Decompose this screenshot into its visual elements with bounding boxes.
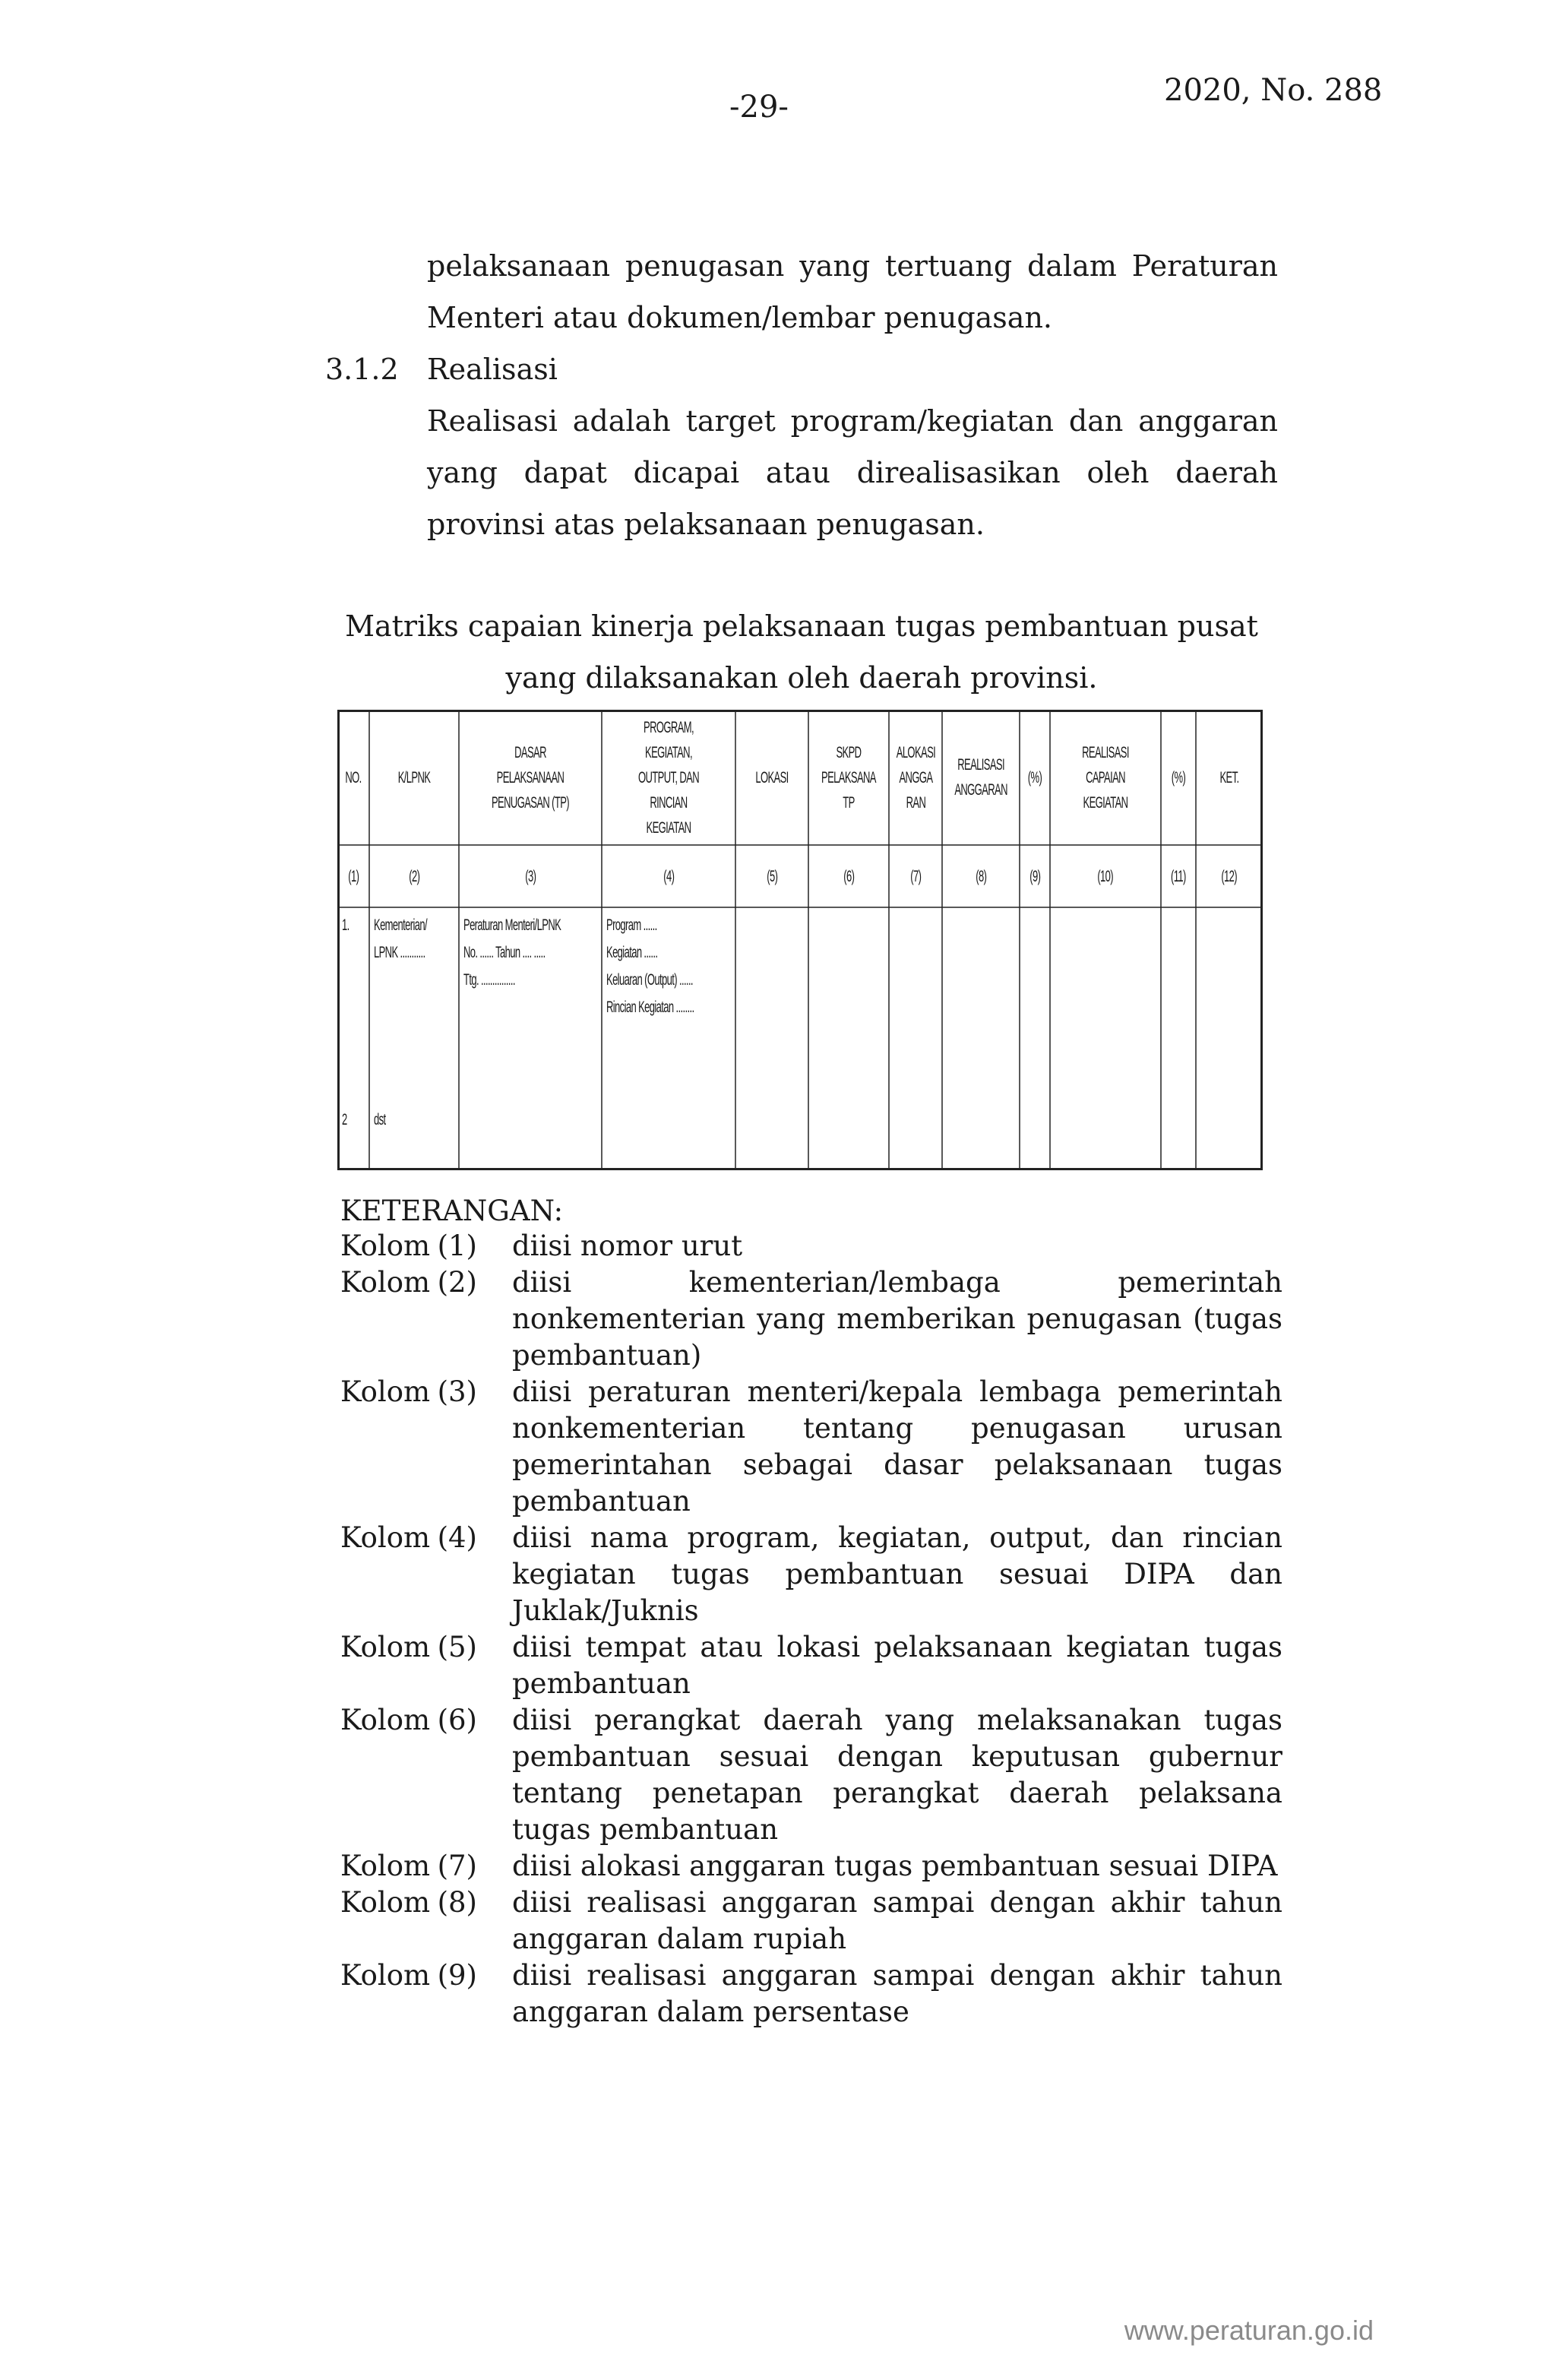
cell-line: Kementerian/ [374,916,428,934]
column-number-label: (12) [1221,867,1238,885]
table-header-line: OUTPUT, DAN RINCIAN [638,768,699,812]
row-2-klpnk [369,1103,459,1164]
table-caption-line-1: Matriks capaian kinerja pelaksanaan tugas pembantuan pusat [345,609,1258,643]
table-header-label [627,715,710,840]
table-header-label [486,740,575,815]
row-1-program [602,909,735,1099]
section-title: Realisasi [427,353,558,386]
kolom-label [340,1848,512,1885]
table-header-line: KEGIATAN [1083,793,1128,812]
table-header-line: (%) [1171,768,1186,786]
table-column-number [889,845,942,907]
kolom-number: (5) [437,1631,477,1663]
keterangan-item [340,1957,1282,2030]
table-header-cell [369,710,459,845]
kolom-description: diisi realisasi anggaran sampai dengan akhir tahun anggaran dalam persentase [512,1959,1282,2028]
kolom-number: (8) [437,1886,477,1919]
kolom-description: diisi realisasi anggaran sampai dengan akhir tahun anggaran dalam rupiah [512,1886,1282,1955]
table-header-label [343,765,363,790]
kolom-number: (4) [437,1521,477,1554]
kolom-label [340,1702,512,1848]
kolom-number: (9) [437,1959,477,1992]
table-header-label [386,765,441,790]
keterangan-list [340,1228,1282,2030]
section-paragraph: Realisasi adalah target program/kegiatan dan anggaran yang dapat dicapai atau direalisasikan oleh daerah provinsi atas pelaksanaan penugasan. [427,404,1278,541]
table-caption-line-2: yang dilaksanakan oleh daerah provinsi. [505,661,1098,695]
kolom-word: Kolom [340,1230,431,1262]
cell-line: No. ...... Tahun .... ..... [463,944,546,961]
table-column-number [602,845,735,907]
table-header-line: LOKASI [755,768,789,786]
continuation-paragraph: pelaksanaan penugasan yang tertuang dalam Peraturan Menteri atau dokumen/lembar penugasan. [427,249,1278,334]
table-header-line: PELAKSANA [821,768,876,786]
kolom-label [340,1264,512,1374]
table-header-line: (%) [1027,768,1042,786]
kolom-number: (7) [437,1850,477,1882]
row-1-program-text [606,912,694,1021]
kolom-number: (2) [437,1266,477,1299]
kolom-label [340,1629,512,1702]
table-header-label [821,740,876,815]
table-header-cell [808,710,889,845]
column-number-label: (3) [524,867,536,885]
keterangan-item [340,1885,1282,1957]
table-header-cell [602,710,735,845]
cell-line: 2 [342,1111,347,1128]
row-1-klpnk [369,909,459,1099]
row-2-number-text [342,1106,347,1134]
cell-line: LPNK ........... [374,944,425,961]
table-header-cell [889,710,942,845]
row-1-number [337,909,369,1099]
kolom-description: diisi kementerian/lembaga pemerintah nonkementerian yang memberikan penugasan (tugas pembantuan) [512,1266,1282,1372]
kolom-label [340,1374,512,1520]
table-header-line: REALISASI [957,756,1004,774]
kolom-description: diisi nama program, kegiatan, output, dan rincian kegiatan tugas pembantuan sesuai DIPA dan Juklak/Juknis [512,1521,1282,1627]
table-header-line: SKPD [836,743,862,761]
table-header-line: ANGGA [899,768,932,786]
table-column-number [369,845,459,907]
row-1-dasar-text [463,912,561,994]
kolom-word: Kolom [340,1521,431,1554]
table-column-number [1196,845,1263,907]
table-header-label [896,740,935,815]
keterangan-item [340,1374,1282,1520]
table-header-line: PROGRAM, KEGIATAN, [644,718,694,761]
kolom-description: diisi alokasi anggaran tugas pembantuan sesuai DIPA [512,1850,1278,1882]
kolom-word: Kolom [340,1959,431,1992]
row-2-klpnk-text [374,1106,386,1134]
table-header-line: ALOKASI [896,743,935,761]
table-column-number [1050,845,1161,907]
footer-url: www.peraturan.go.id [1124,2315,1374,2346]
column-number-label: (1) [347,867,359,885]
kolom-word: Kolom [340,1850,431,1882]
kolom-word: Kolom [340,1375,431,1408]
table-header-label [954,752,1007,802]
cell-line: Keluaran (Output) ...... [606,971,693,989]
table-caption [334,600,1269,704]
table-header-line: K/LPNK [397,768,431,786]
column-number-label: (10) [1097,867,1114,885]
column-number-label: (5) [766,867,778,885]
table-column-number [735,845,808,907]
column-number-label: (6) [843,867,855,885]
column-number-label: (11) [1171,867,1186,885]
cell-line: dst [374,1111,386,1128]
document-reference: 2020, No. 288 [1164,73,1383,108]
row-1-klpnk-text [374,912,427,967]
table-header-cell [1196,710,1263,845]
kolom-word: Kolom [340,1631,431,1663]
table-header-line: CAPAIAN [1086,768,1125,786]
keterangan-item [340,1520,1282,1629]
kolom-label [340,1885,512,1957]
table-column-number [942,845,1020,907]
cell-line: Peraturan Menteri/LPNK [463,916,561,934]
table-header-label [1168,765,1190,790]
keterangan-item [340,1228,1282,1264]
cell-line: Kegiatan ...... [606,944,658,961]
table-column-number [459,845,602,907]
keterangan-item [340,1264,1282,1374]
table-header-cell [459,710,602,845]
cell-line: Rincian Kegiatan ........ [606,999,694,1016]
table-header-line: REALISASI [1082,743,1129,761]
kolom-word: Kolom [340,1886,431,1919]
table-header-line: ANGGARAN [954,781,1007,799]
keterangan-title: KETERANGAN: [340,1195,564,1227]
table-column-number [337,845,369,907]
table-header-line: TP [843,793,855,812]
cell-line: Ttg. ............... [463,971,515,989]
cell-line: Program ...... [606,916,657,934]
column-number-label: (9) [1029,867,1041,885]
table-column-number [1161,845,1196,907]
kolom-number: (3) [437,1375,477,1408]
table-header-label [1071,740,1140,815]
table-column-number [1020,845,1050,907]
column-number-label: (2) [408,867,420,885]
row-1-number-text [342,912,349,939]
table-header-cell [942,710,1020,845]
keterangan-item [340,1702,1282,1848]
table-header-cell [735,710,808,845]
kolom-description: diisi peraturan menteri/kepala lembaga pemerintah nonkementerian tentang penugasan urusan pemerintahan sebagai dasar pelaksanaan tugas pembantuan [512,1375,1282,1518]
table-header-cell [1161,710,1196,845]
kolom-word: Kolom [340,1704,431,1736]
column-number-label: (8) [975,867,987,885]
table-header-cell [1050,710,1161,845]
table-header-cell [337,710,369,845]
table-header-line: KET. [1219,768,1239,786]
page-number: -29- [729,90,789,125]
column-number-label: (4) [663,867,675,885]
table-header-label [1026,765,1045,790]
table-header-line: NO. [345,768,362,786]
table-header-cell [1020,710,1050,845]
kolom-label [340,1228,512,1264]
section-number: 3.1.2 [325,353,399,386]
kolom-word: Kolom [340,1266,431,1299]
table-header-line: PENUGASAN (TP) [491,793,570,812]
row-2-number [337,1103,369,1164]
kolom-number: (6) [437,1704,477,1736]
kolom-description: diisi nomor urut [512,1230,743,1262]
keterangan-item [340,1629,1282,1702]
kolom-description: diisi tempat atau lokasi pelaksanaan kegiatan tugas pembantuan [512,1631,1282,1700]
table-header-line: DASAR PELAKSANAAN [496,743,565,786]
column-number-label: (7) [909,867,922,885]
table-header-line: KEGIATAN [646,818,691,837]
table-header-label [1209,765,1251,790]
cell-line: 1. [342,916,349,934]
kolom-label [340,1520,512,1629]
kolom-description: diisi perangkat daerah yang melaksanakan tugas pembantuan sesuai dengan keputusan gubernur tentang penetapan perangkat daerah pelaksana tugas pembantuan [512,1704,1282,1846]
performance-matrix-table [337,710,1263,1170]
kolom-label [340,1957,512,2030]
kolom-number: (1) [437,1230,477,1262]
table-header-line: RAN [906,793,925,812]
keterangan-item [340,1848,1282,1885]
table-header-label [749,765,795,790]
row-1-dasar [459,909,602,1099]
table-column-number [808,845,889,907]
